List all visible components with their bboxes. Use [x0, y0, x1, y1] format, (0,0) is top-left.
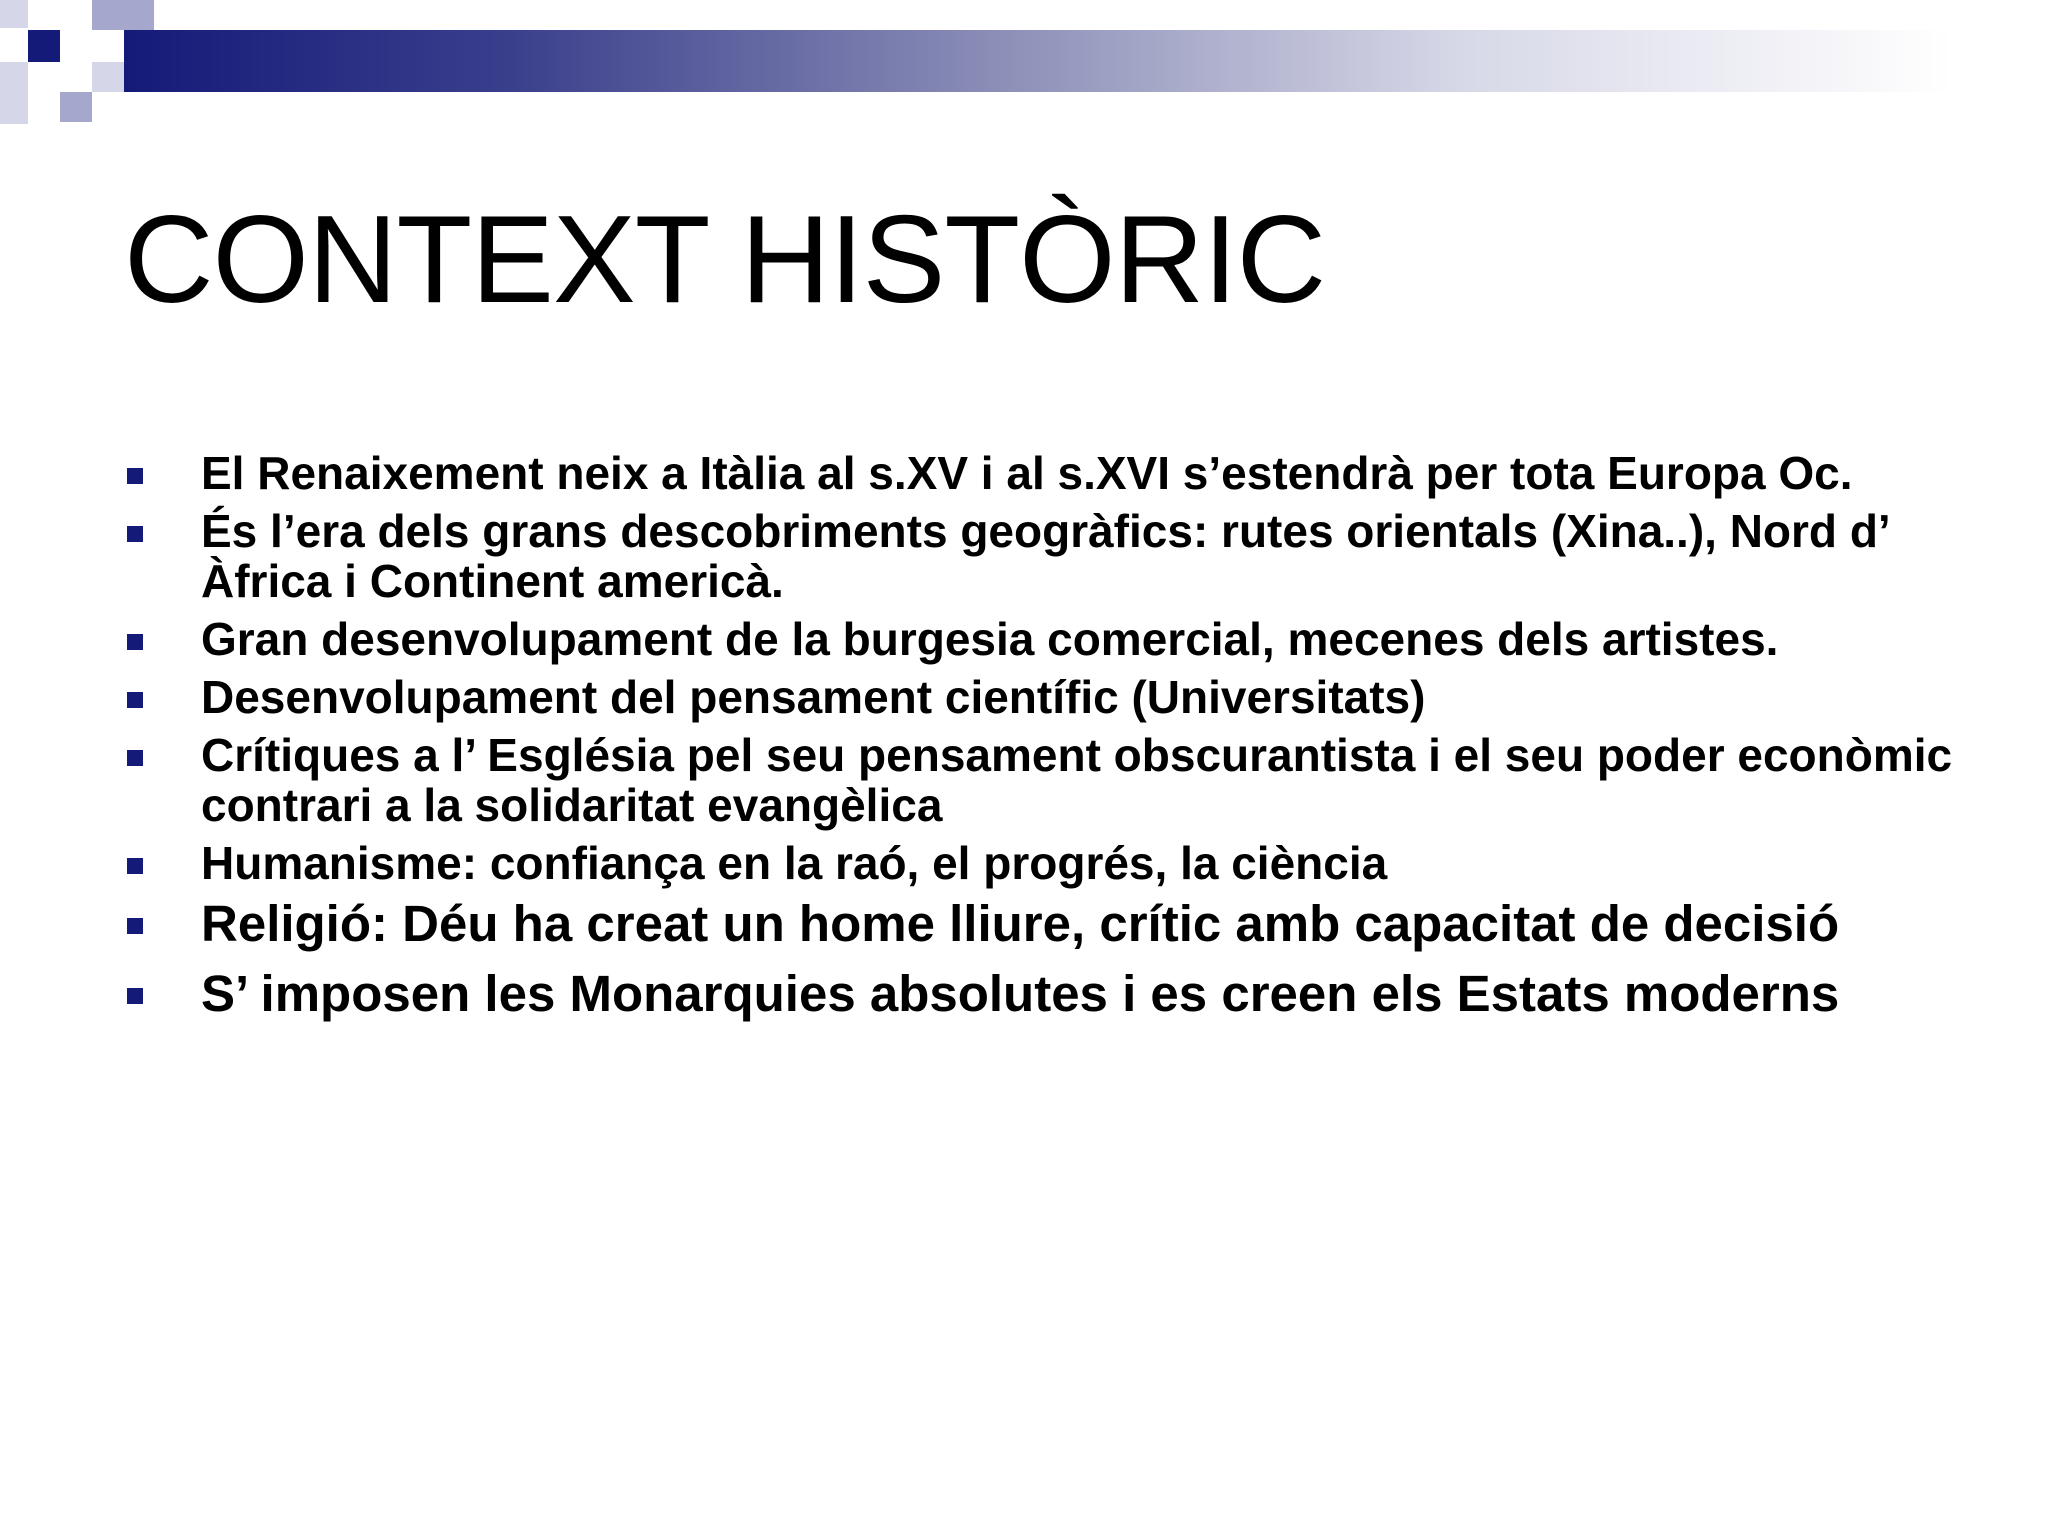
square-bullet-icon	[127, 634, 143, 650]
bullet-text: Humanisme: confiança en la raó, el progrés, la ciència	[201, 837, 1388, 889]
square-bullet-icon	[127, 750, 143, 766]
square-bullet-icon	[127, 526, 143, 542]
decor-square	[0, 62, 28, 124]
bullet-text: El Renaixement neix a Itàlia al s.XV i al s.XVI s’estendrà per tota Europa Oc.	[201, 447, 1853, 499]
square-bullet-icon	[127, 988, 143, 1004]
decor-square	[0, 0, 28, 28]
slide-title: CONTEXT HISTÒRIC	[124, 191, 1326, 329]
decor-square	[92, 30, 124, 62]
bullet-item	[124, 966, 2004, 1022]
decor-square	[92, 62, 124, 92]
bullet-item	[124, 448, 2004, 498]
bullet-item	[124, 506, 2004, 606]
bullet-item	[124, 838, 2004, 888]
bullet-text: Desenvolupament del pensament científic (Universitats)	[201, 671, 1426, 723]
square-bullet-icon	[127, 918, 143, 934]
bullet-list	[124, 448, 2004, 1036]
bullet-text: S’ imposen les Monarquies absolutes i es creen els Estats moderns	[201, 965, 1840, 1022]
square-bullet-icon	[127, 468, 143, 484]
bullet-item	[124, 614, 2004, 664]
bullet-item	[124, 730, 2004, 830]
decor-square	[92, 0, 154, 30]
bullet-text: Religió: Déu ha creat un home lliure, crític amb capacitat de decisió	[201, 895, 1840, 952]
bullet-text: Crítiques a l’ Església pel seu pensament obscurantista i el seu poder econòmic contrari a la solidaritat evangèlica	[201, 729, 1953, 831]
bullet-text: És l’era dels grans descobriments geogràfics: rutes orientals (Xina..), Nord d’ Àfrica i Continent americà.	[201, 505, 1889, 607]
bullet-item	[124, 672, 2004, 722]
square-bullet-icon	[127, 692, 143, 708]
decor-square	[28, 30, 60, 62]
header-gradient-band	[124, 30, 2048, 92]
bullet-text: Gran desenvolupament de la burgesia comercial, mecenes dels artistes.	[201, 613, 1779, 665]
square-bullet-icon	[127, 858, 143, 874]
decor-square	[60, 92, 92, 122]
bullet-item	[124, 896, 2004, 952]
